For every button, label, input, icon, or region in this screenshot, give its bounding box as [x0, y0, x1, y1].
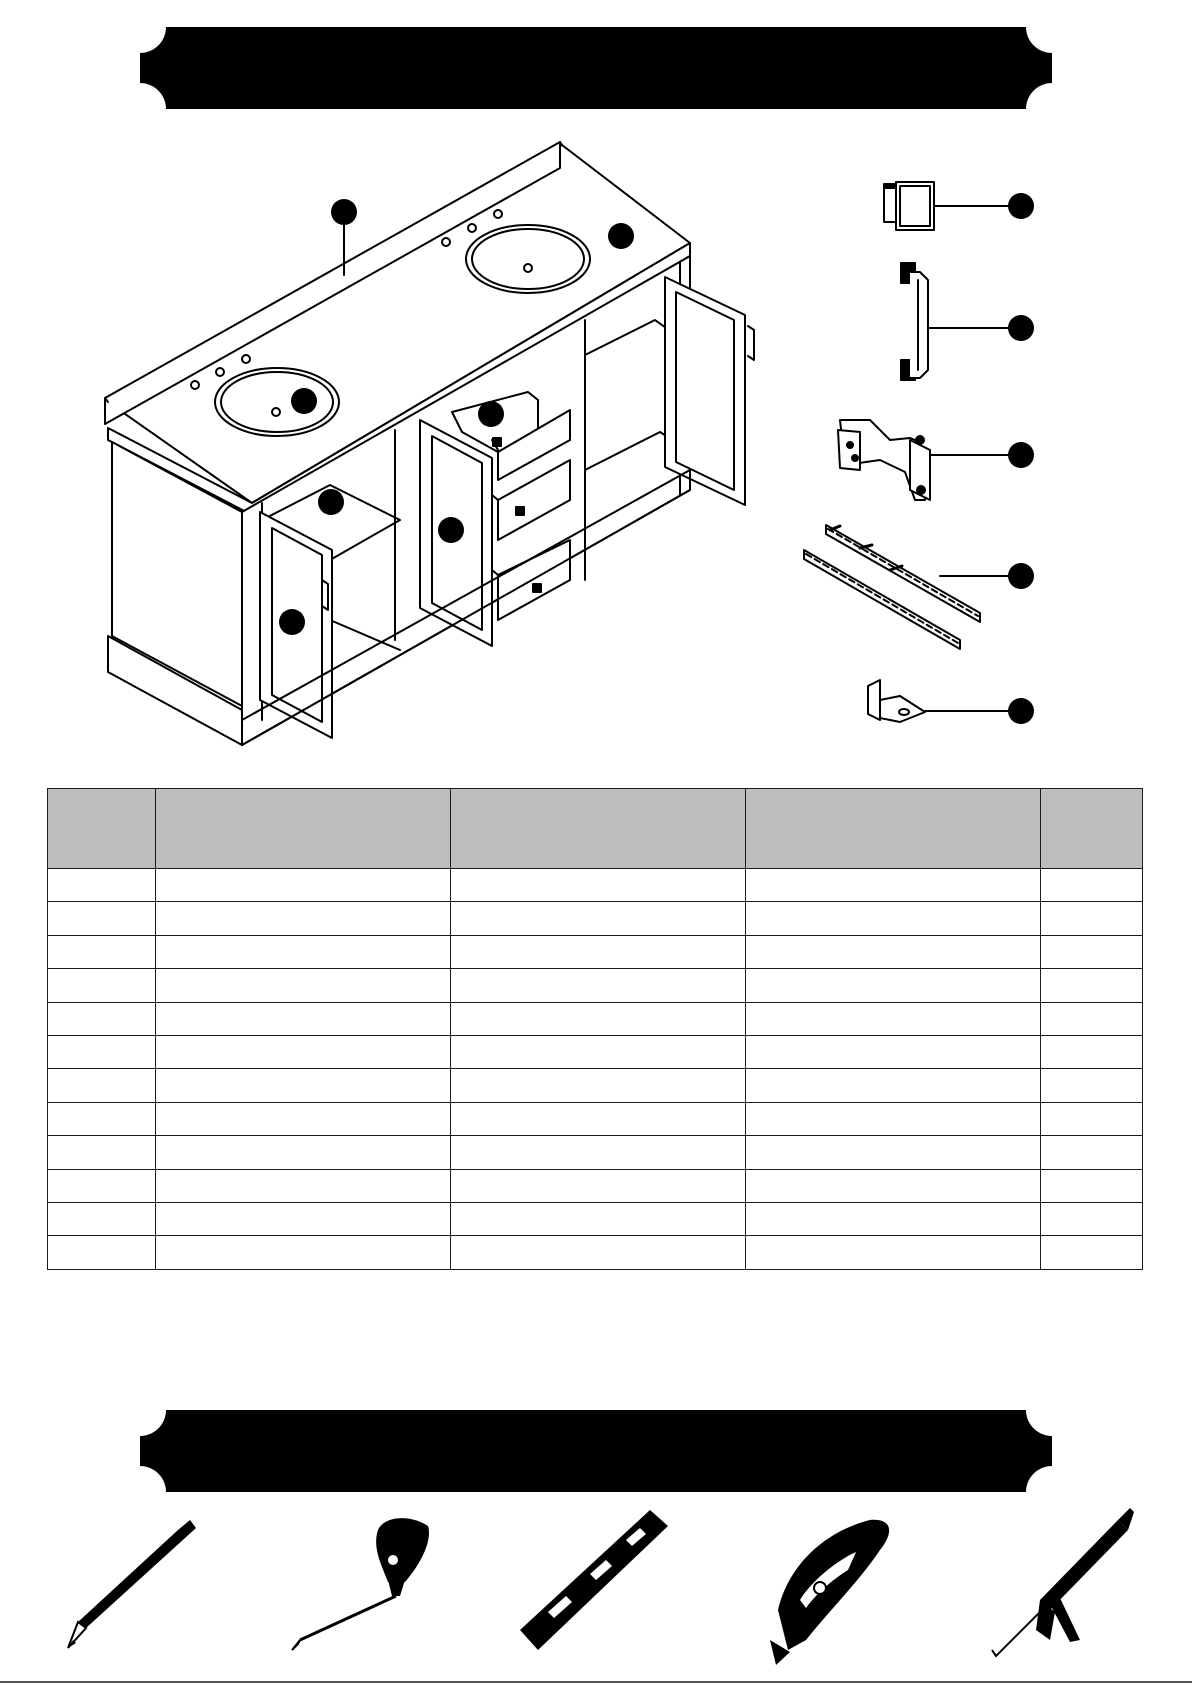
table-cell: [1041, 1069, 1143, 1102]
table-cell: [48, 902, 156, 935]
table-cell: [156, 1236, 451, 1269]
table-cell: [1041, 1035, 1143, 1068]
hinge-icon: [838, 420, 1034, 500]
bar-pull-icon: [901, 263, 1034, 380]
phillips-screwdriver-icon: [292, 1518, 429, 1650]
table-cell: [746, 1202, 1041, 1235]
table-cell: [451, 1169, 746, 1202]
column-header: [746, 789, 1041, 869]
table-cell: [48, 1236, 156, 1269]
column-header: [451, 789, 746, 869]
table-cell: [746, 1102, 1041, 1135]
table-cell: [48, 935, 156, 968]
table-cell: [156, 1002, 451, 1035]
table-row: [48, 1202, 1143, 1235]
table-cell: [451, 1069, 746, 1102]
table-cell: [1041, 902, 1143, 935]
table-cell: [746, 969, 1041, 1002]
utility-knife-icon: [770, 1520, 889, 1665]
shelf-pin-icon: [868, 680, 1034, 724]
table-cell: [746, 902, 1041, 935]
table-cell: [48, 1102, 156, 1135]
table-row: [48, 1236, 1143, 1269]
table-cell: [156, 1102, 451, 1135]
table-row: [48, 935, 1143, 968]
level-icon: [520, 1510, 668, 1650]
tools-row: [0, 1495, 1192, 1675]
table-cell: [746, 1136, 1041, 1169]
table-row: [48, 1102, 1143, 1135]
parts-table: [47, 788, 1143, 1270]
pencil-icon: [68, 1520, 196, 1648]
table-cell: [156, 1136, 451, 1169]
table-row: [48, 869, 1143, 902]
table-cell: [1041, 1002, 1143, 1035]
table-cell: [451, 1002, 746, 1035]
table-row: [48, 902, 1143, 935]
table-cell: [746, 1236, 1041, 1269]
table-cell: [1041, 1202, 1143, 1235]
table-row: [48, 1169, 1143, 1202]
table-cell: [156, 902, 451, 935]
table-cell: [48, 1035, 156, 1068]
table-row: [48, 969, 1143, 1002]
tools-banner-title: [140, 1410, 1052, 1492]
table-cell: [1041, 1169, 1143, 1202]
table-row: [48, 1035, 1143, 1068]
table-row: [48, 1002, 1143, 1035]
table-cell: [451, 969, 746, 1002]
table-cell: [156, 1169, 451, 1202]
table-cell: [451, 935, 746, 968]
table-cell: [746, 1035, 1041, 1068]
tools-banner: [140, 1410, 1052, 1492]
table-cell: [451, 1202, 746, 1235]
table-cell: [156, 869, 451, 902]
parts-table-header: [48, 789, 1143, 869]
page-bottom-rule: [0, 1681, 1192, 1683]
table-cell: [451, 1102, 746, 1135]
table-cell: [451, 869, 746, 902]
table-cell: [1041, 969, 1143, 1002]
table-cell: [48, 1169, 156, 1202]
table-cell: [1041, 869, 1143, 902]
table-cell: [48, 1002, 156, 1035]
parts-banner: [140, 27, 1052, 109]
table-cell: [1041, 1102, 1143, 1135]
caulk-gun-icon: [992, 1508, 1134, 1656]
table-cell: [48, 869, 156, 902]
table-cell: [48, 1136, 156, 1169]
column-header: [156, 789, 451, 869]
table-cell: [746, 1169, 1041, 1202]
table-cell: [1041, 1236, 1143, 1269]
table-cell: [156, 1069, 451, 1102]
table-cell: [48, 1069, 156, 1102]
table-cell: [156, 1035, 451, 1068]
table-cell: [1041, 1136, 1143, 1169]
table-cell: [451, 1035, 746, 1068]
table-cell: [746, 935, 1041, 968]
table-cell: [451, 1236, 746, 1269]
drawer-slide-icon: [804, 525, 1034, 649]
table-cell: [746, 1069, 1041, 1102]
table-cell: [156, 1202, 451, 1235]
table-cell: [746, 869, 1041, 902]
table-cell: [48, 1202, 156, 1235]
column-header: [48, 789, 156, 869]
parts-diagram: [0, 130, 1192, 760]
table-row: [48, 1136, 1143, 1169]
table-cell: [746, 1002, 1041, 1035]
table-cell: [48, 969, 156, 1002]
vanity-illustration: [105, 142, 754, 745]
column-header: [1041, 789, 1143, 869]
table-cell: [451, 1136, 746, 1169]
table-cell: [156, 969, 451, 1002]
table-cell: [156, 935, 451, 968]
table-cell: [451, 902, 746, 935]
table-cell: [1041, 935, 1143, 968]
knob-icon: [884, 182, 1034, 230]
parts-banner-title: [140, 27, 1052, 109]
table-row: [48, 1069, 1143, 1102]
